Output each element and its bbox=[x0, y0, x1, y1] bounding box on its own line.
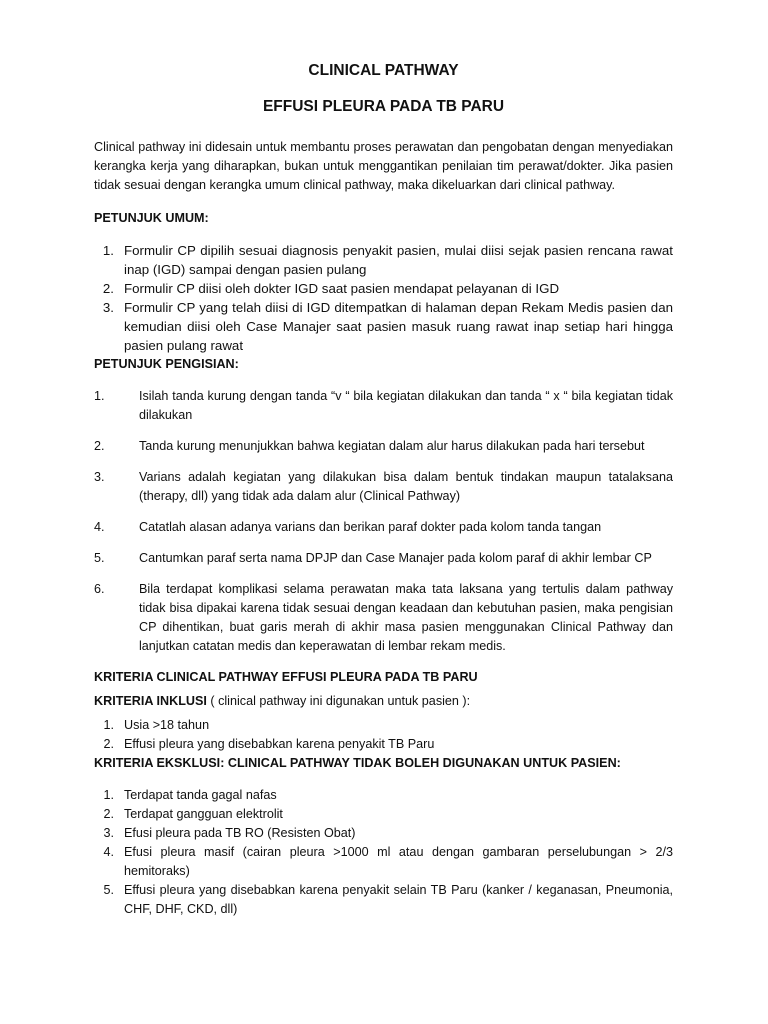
list-item bbox=[94, 279, 673, 298]
petunjuk-pengisian-heading: PETUNJUK PENGISIAN: bbox=[94, 357, 239, 371]
list-number: 3. bbox=[94, 470, 105, 484]
list-item bbox=[94, 824, 673, 843]
list-item bbox=[94, 387, 673, 425]
list-text: Terdapat gangguan elektrolit bbox=[124, 807, 283, 821]
list-text: Catatlah alasan adanya varians dan berikan paraf dokter pada kolom tanda tangan bbox=[139, 520, 602, 534]
intro-paragraph: Clinical pathway ini didesain untuk membantu proses perawatan dan pengobatan dengan menyediakan kerangka kerja yang diharapkan, bukan untuk menggantikan penilaian tim perawat/dokter. Jika pasien tidak sesuai dengan kerangka umum clinical pathway, maka dikeluarkan dari clinical pathway. bbox=[94, 140, 673, 192]
inklusi-heading-bold: KRITERIA INKLUSI bbox=[94, 694, 207, 708]
list-item bbox=[94, 786, 673, 805]
list-text: Terdapat tanda gagal nafas bbox=[124, 788, 277, 802]
list-number: 1. bbox=[103, 718, 114, 732]
list-number: 2. bbox=[103, 807, 114, 821]
document-subtitle: EFFUSI PLEURA PADA TB PARU bbox=[262, 98, 505, 115]
list-item bbox=[94, 468, 673, 506]
list-number: 4. bbox=[94, 520, 105, 534]
list-item bbox=[94, 735, 673, 754]
list-item bbox=[94, 580, 673, 656]
list-text: Usia >18 tahun bbox=[124, 718, 210, 732]
petunjuk-pengisian-list bbox=[94, 387, 673, 656]
list-item bbox=[94, 549, 673, 568]
eksklusi-heading-rest: : CLINICAL PATHWAY TIDAK BOLEH DIGUNAKAN UNTUK PASIEN: bbox=[220, 756, 621, 770]
list-number: 5. bbox=[94, 551, 105, 565]
eksklusi-list bbox=[94, 786, 673, 919]
list-text: Effusi pleura yang disebabkan karena penyakit selain TB Paru (kanker / keganasan, Pneumonia, CHF, DHF, CKD, dll) bbox=[124, 883, 673, 916]
petunjuk-umum-heading: PETUNJUK UMUM: bbox=[94, 211, 209, 225]
list-text: Formulir CP yang telah diisi di IGD ditempatkan di halaman depan Rekam Medis pasien dan kemudian diisi oleh Case Manajer saat pasien masuk ruang rawat inap setiap hari hingga pasien pulang rawat bbox=[124, 300, 673, 353]
inklusi-heading bbox=[94, 692, 673, 710]
inklusi-list bbox=[94, 716, 673, 754]
list-number: 3. bbox=[102, 300, 114, 315]
list-text: Formulir CP dipilih sesuai diagnosis penyakit pasien, mulai diisi sejak pasien rencana rawat inap (IGD) sampai dengan pasien pulang bbox=[124, 243, 673, 277]
list-item bbox=[94, 241, 673, 279]
list-item bbox=[94, 298, 673, 355]
list-number: 5. bbox=[103, 883, 114, 897]
list-number: 2. bbox=[103, 737, 114, 751]
list-text: Effusi pleura yang disebabkan karena penyakit TB Paru bbox=[124, 737, 435, 751]
list-text: Bila terdapat komplikasi selama perawatan maka tata laksana yang tertulis dalam pathway tidak bisa dipakai karena tidak sesuai dengan keadaan dan kebutuhan pasien, maka pengisian CP dihentikan, buat garis merah di akhir masa pasien menggunakan Clinical Pathway dan lanjutkan catatan medis dan keperawatan di lembar rekam medis. bbox=[139, 582, 673, 653]
document-title: CLINICAL PATHWAY bbox=[308, 62, 459, 79]
list-item bbox=[94, 881, 673, 919]
eksklusi-heading-bold: KRITERIA EKSKLUSI bbox=[94, 756, 221, 770]
list-text: Isilah tanda kurung dengan tanda “v “ bila kegiatan dilakukan dan tanda “ x “ bila kegiatan tidak dilakukan bbox=[139, 389, 673, 422]
list-number: 1. bbox=[103, 788, 114, 802]
list-number: 2. bbox=[94, 439, 105, 453]
petunjuk-umum-list bbox=[94, 241, 673, 355]
list-text: Efusi pleura pada TB RO (Resisten Obat) bbox=[124, 826, 356, 840]
kriteria-heading: KRITERIA CLINICAL PATHWAY EFFUSI PLEURA PADA TB PARU bbox=[94, 670, 478, 684]
list-text: Tanda kurung menunjukkan bahwa kegiatan dalam alur harus dilakukan pada hari tersebut bbox=[139, 439, 645, 453]
list-number: 2. bbox=[102, 281, 114, 296]
list-item bbox=[94, 843, 673, 881]
list-text: Efusi pleura masif (cairan pleura >1000 ml atau dengan gambaran perselubungan > 2/3 hemitoraks) bbox=[124, 845, 673, 878]
list-number: 4. bbox=[103, 845, 114, 859]
list-text: Cantumkan paraf serta nama DPJP dan Case Manajer pada kolom paraf di akhir lembar CP bbox=[139, 551, 652, 565]
list-number: 6. bbox=[94, 582, 105, 596]
list-text: Formulir CP diisi oleh dokter IGD saat pasien mendapat pelayanan di IGD bbox=[124, 281, 560, 296]
list-number: 3. bbox=[103, 826, 114, 840]
list-item bbox=[94, 716, 673, 735]
list-item bbox=[94, 437, 673, 456]
list-text: Varians adalah kegiatan yang dilakukan bisa dalam bentuk tindakan maupun tatalaksana (therapy, dll) yang tidak ada dalam alur (Clinical Pathway) bbox=[139, 470, 673, 503]
list-number: 1. bbox=[102, 243, 114, 258]
list-number: 1. bbox=[94, 389, 105, 403]
inklusi-heading-rest: ( clinical pathway ini digunakan untuk pasien ): bbox=[206, 694, 471, 708]
list-item bbox=[94, 805, 673, 824]
eksklusi-heading bbox=[94, 754, 673, 772]
list-item bbox=[94, 518, 673, 537]
